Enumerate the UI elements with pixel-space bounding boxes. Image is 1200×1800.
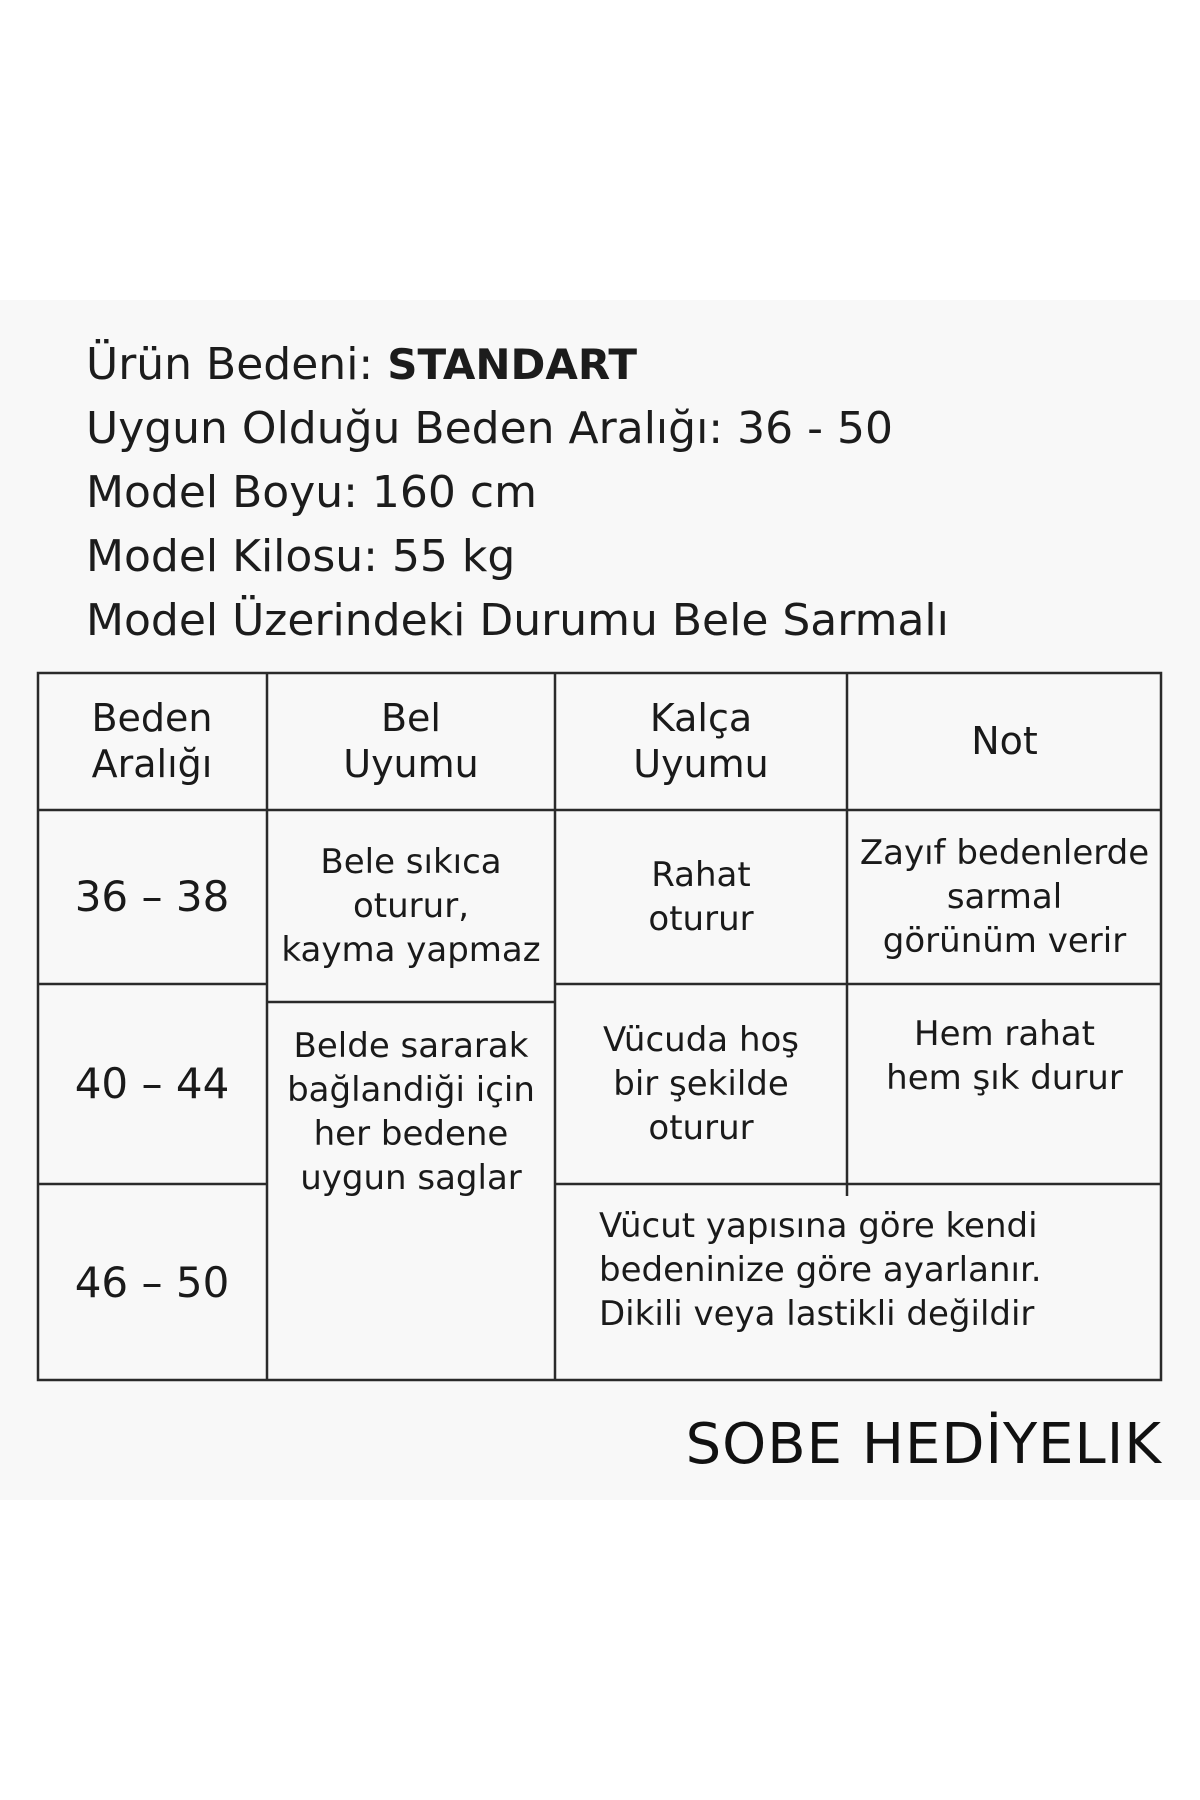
- note-36-38: Zayıf bedenlerde sarmal görünüm verir: [859, 833, 1150, 961]
- size-range-line: Uygun Olduğu Beden Aralığı: 36 - 50: [86, 403, 893, 454]
- header-hip-fit: Kalça Uyumu: [633, 696, 769, 786]
- range-36-38: 36 – 38: [74, 872, 230, 921]
- model-height-line: Model Boyu: 160 cm: [86, 467, 537, 518]
- range-46-50: 46 – 50: [74, 1257, 230, 1307]
- header-waist-fit: Bel Uyumu: [343, 696, 479, 786]
- brand-logo-text: SOBE HEDİYELIK: [685, 1412, 1162, 1477]
- size-table: [37, 672, 1162, 1381]
- merged-note-46-50: Vücut yapısına göre kendi bedeninize göre ayarlanır. Dikili veya lastikli değildir: [599, 1206, 1042, 1334]
- product-size-line: [86, 333, 949, 397]
- range-40-44: 40 – 44: [74, 1059, 230, 1108]
- header-size-range: Beden Aralığı: [91, 696, 213, 786]
- header-note: Not: [971, 719, 1038, 763]
- waist-fit-40-50: Belde sararak bağlandiği için her bedene uygun saglar: [287, 1026, 535, 1198]
- model-weight-line: Model Kilosu: 55 kg: [86, 531, 516, 582]
- product-size-label: Ürün Bedeni:: [86, 339, 388, 390]
- model-fit-state-line: Model Üzerindeki Durumu Bele Sarmalı: [86, 595, 949, 646]
- product-size-value: STANDART: [387, 340, 637, 389]
- waist-fit-36-38: Bele sıkıca oturur, kayma yapmaz: [281, 842, 541, 970]
- note-40-44: Hem rahat hem şık durur: [886, 1014, 1123, 1098]
- hip-fit-40-44: Vücuda hoş bir şekilde oturur: [602, 1020, 800, 1148]
- product-info: [86, 333, 949, 653]
- hip-fit-36-38: Rahat oturur: [648, 855, 754, 939]
